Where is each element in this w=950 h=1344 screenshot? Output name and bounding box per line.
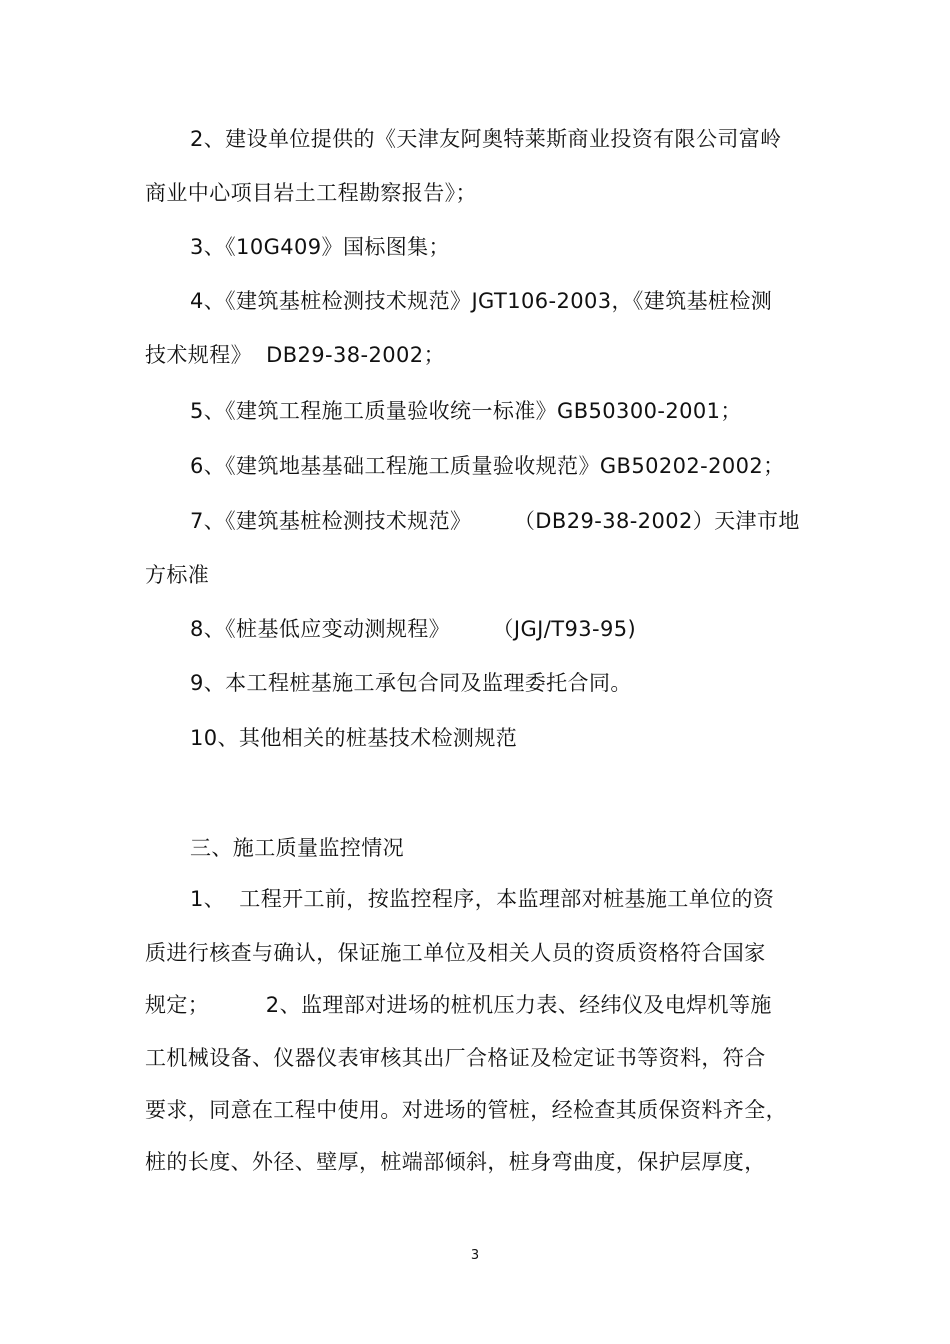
text-line: 3、《10G409》国标图集；	[190, 235, 450, 259]
text-line: 7、《建筑基桩检测技术规范》 （DB29-38-2002）天津市地	[190, 509, 800, 533]
text-line: 桩的长度、外径、壁厚，桩端部倾斜，桩身弯曲度，保护层厚度，	[145, 1150, 766, 1174]
text-line: 工机械设备、仪器仪表审核其出厂合格证及检定证书等资料，符合	[145, 1046, 766, 1070]
text-line: 5、《建筑工程施工质量验收统一标准》GB50300-2001；	[190, 399, 742, 423]
text-line: 质进行核查与确认，保证施工单位及相关人员的资质资格符合国家	[145, 941, 766, 965]
text-line: 8、《桩基低应变动测规程》 （JGJ/T93-95)	[190, 617, 637, 641]
text-line: 4、《建筑基桩检测技术规范》JGT106-2003，《建筑基桩检测	[190, 289, 773, 313]
text-line: 2、建设单位提供的《天津友阿奥特莱斯商业投资有限公司富岭	[190, 127, 782, 151]
text-line: 规定； 2、监理部对进场的桩机压力表、经纬仪及电焊机等施	[145, 993, 772, 1017]
text-line: 技术规程》 DB29-38-2002；	[145, 343, 445, 367]
text-line: 9、本工程桩基施工承包合同及监理委托合同。	[190, 671, 632, 695]
text-line: 6、《建筑地基基础工程施工质量验收规范》GB50202-2002；	[190, 454, 785, 478]
section-heading: 三、施工质量监控情况	[190, 836, 404, 860]
text-line: 商业中心项目岩土工程勘察报告》；	[145, 181, 477, 205]
page-number: 3	[470, 1248, 480, 1263]
text-line: 1、 工程开工前，按监控程序，本监理部对桩基施工单位的资	[190, 887, 775, 911]
text-line: 10、其他相关的桩基技术检测规范	[190, 726, 518, 750]
text-line: 要求，同意在工程中使用。对进场的管桩，经检查其质保资料齐全，	[145, 1098, 787, 1122]
text-line: 方标准	[145, 563, 210, 587]
